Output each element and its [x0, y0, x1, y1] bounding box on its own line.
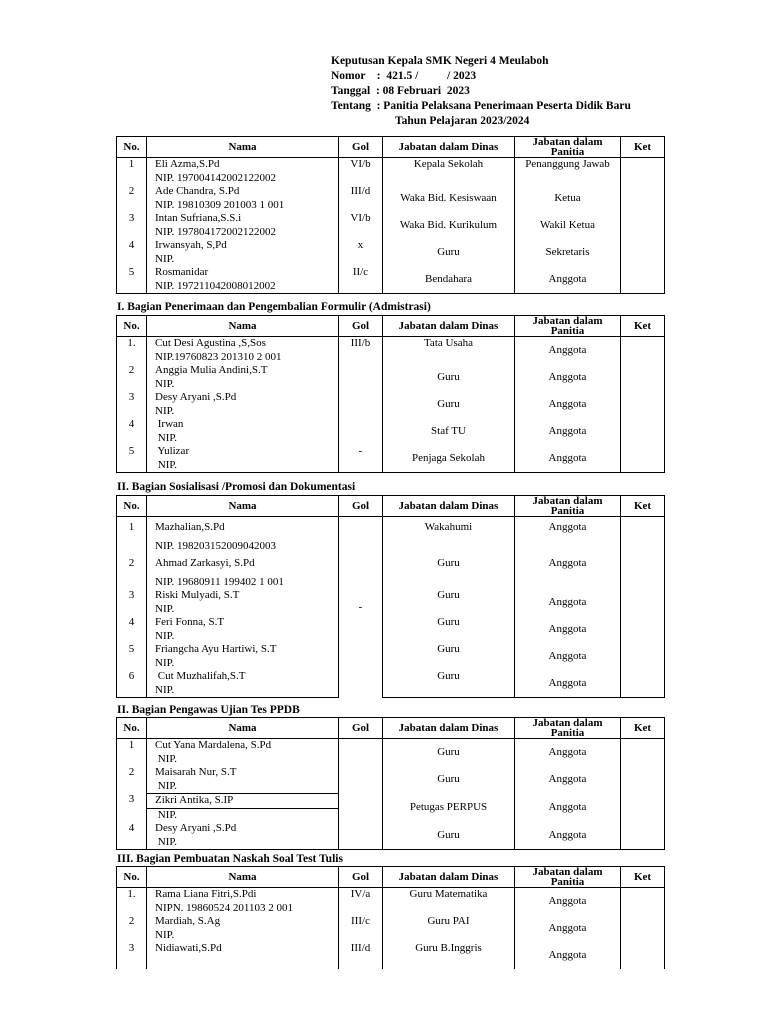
- cell-jabatan-panitia: Anggota: [515, 670, 621, 698]
- cell-gol: IV/a: [339, 888, 383, 916]
- member-name: Cut Muzhalifah,S.T: [155, 670, 246, 682]
- table-row: [117, 793, 665, 822]
- cell-no: 2: [117, 185, 147, 212]
- cell-nama: [147, 670, 339, 698]
- cell-gol: VI/b: [339, 212, 383, 239]
- cell-ket: [621, 185, 665, 212]
- cell-ket: [621, 553, 665, 589]
- member-nip: NIP.: [155, 656, 175, 669]
- cell-jabatan-dinas: Penjaga Sekolah: [383, 445, 515, 473]
- member-nip: NIP.: [155, 752, 178, 765]
- cell-jabatan-dinas: Guru Matematika: [383, 888, 515, 916]
- table-header-row: [117, 867, 665, 888]
- cell-nama: [147, 158, 339, 186]
- cell-nama: [147, 517, 339, 554]
- col-nama-header: Nama: [147, 137, 339, 158]
- col-gol-header: Gol: [339, 496, 383, 517]
- cell-jabatan-dinas: Guru: [383, 391, 515, 418]
- table-row: [117, 942, 665, 969]
- cell-nama: [147, 212, 339, 239]
- cell-no: 4: [117, 239, 147, 266]
- table-header-row: [117, 137, 665, 158]
- cell-no: 3: [117, 212, 147, 239]
- member-name: Rama Liana Fitri,S.Pdi: [155, 888, 257, 900]
- table-row: [117, 418, 665, 445]
- cell-jabatan-panitia: Anggota: [515, 589, 621, 616]
- cell-nama: [147, 239, 339, 266]
- cell-nama: [147, 553, 339, 589]
- cell-nama: [147, 942, 339, 969]
- cell-jabatan-panitia: Anggota: [515, 643, 621, 670]
- col-no-header: No.: [117, 718, 147, 739]
- member-name: Eli Azma,S.Pd: [155, 158, 220, 170]
- committee-table-pengawas: [116, 717, 665, 850]
- member-nip: NIP.: [155, 629, 175, 642]
- cell-jabatan-panitia: Anggota: [515, 445, 621, 473]
- cell-no: 1.: [117, 337, 147, 365]
- cell-jabatan-dinas: Guru: [383, 553, 515, 589]
- header-tentang: Tentang : Panitia Pelaksana Penerimaan Peserta Didik Baru: [331, 100, 631, 112]
- cell-jabatan-panitia: Anggota: [515, 553, 621, 589]
- cell-jabatan-dinas: Guru: [383, 589, 515, 616]
- committee-table-admin: [116, 315, 665, 473]
- cell-nama: [147, 616, 339, 643]
- col-gol-header: Gol: [339, 137, 383, 158]
- cell-no: 4: [117, 418, 147, 445]
- cell-jabatan-dinas: Guru: [383, 616, 515, 643]
- cell-jabatan-panitia: Anggota: [515, 364, 621, 391]
- cell-no: 1.: [117, 888, 147, 916]
- table-row: [117, 670, 665, 698]
- member-name: Cut Yana Mardalena, S.Pd: [155, 739, 272, 751]
- member-name: Cut Desi Agustina ,S,Sos: [155, 337, 266, 349]
- cell-jabatan-panitia: Anggota: [515, 822, 621, 850]
- col-jabatan-panitia-header: Jabatan dalam Panitia: [515, 867, 621, 888]
- cell-jabatan-panitia: Ketua: [515, 185, 621, 212]
- col-jabatan-dinas-header: Jabatan dalam Dinas: [383, 137, 515, 158]
- table-header-row: [117, 316, 665, 337]
- col-ket-header: Ket: [621, 718, 665, 739]
- cell-no: 3: [117, 589, 147, 616]
- col-nama-header: Nama: [147, 718, 339, 739]
- cell-jabatan-dinas: Guru PAI: [383, 915, 515, 942]
- table-row: [117, 517, 665, 554]
- cell-ket: [621, 670, 665, 698]
- member-name: Irwan: [155, 418, 184, 430]
- cell-nama: [147, 822, 339, 850]
- member-name: Ahmad Zarkasyi, S.Pd: [155, 557, 255, 569]
- cell-jabatan-dinas: Guru: [383, 766, 515, 793]
- cell-nama: [147, 766, 339, 793]
- cell-no: 3: [117, 942, 147, 969]
- table-row: [117, 553, 665, 589]
- member-nip: NIP.: [155, 431, 178, 444]
- cell-ket: [621, 239, 665, 266]
- member-name: Ade Chandra, S.Pd: [155, 185, 240, 197]
- cell-jabatan-panitia: Anggota: [515, 616, 621, 643]
- table-row: [117, 445, 665, 473]
- cell-nama: [147, 739, 339, 767]
- col-jabatan-dinas-header: Jabatan dalam Dinas: [383, 316, 515, 337]
- cell-no: 2: [117, 766, 147, 793]
- member-nip: NIP.: [155, 404, 175, 417]
- member-name: Mazhalian,S.Pd: [155, 521, 225, 533]
- member-nip: NIPN. 19860524 201103 2 001: [155, 901, 294, 914]
- cell-jabatan-dinas: Guru: [383, 239, 515, 266]
- committee-table-main: [116, 136, 665, 294]
- cell-ket: [621, 616, 665, 643]
- cell-jabatan-dinas: Tata Usaha: [383, 337, 515, 365]
- member-nip: NIP.: [155, 458, 178, 471]
- table-row: [117, 337, 665, 365]
- col-ket-header: Ket: [621, 316, 665, 337]
- cell-no: 5: [117, 445, 147, 473]
- cell-nama: [147, 793, 339, 822]
- cell-nama: [147, 418, 339, 445]
- cell-ket: [621, 391, 665, 418]
- cell-jabatan-panitia: Anggota: [515, 337, 621, 365]
- cell-gol: [339, 822, 383, 850]
- section-title-naskah: III. Bagian Pembuatan Naskah Soal Test Tulis: [117, 853, 343, 865]
- table-row: [117, 888, 665, 916]
- cell-gol: [339, 391, 383, 418]
- header-tahun: Tahun Pelajaran 2023/2024: [395, 115, 530, 127]
- col-no-header: No.: [117, 316, 147, 337]
- member-nip: NIP.: [155, 252, 175, 265]
- cell-nama: [147, 391, 339, 418]
- cell-ket: [621, 517, 665, 554]
- member-name: Maisarah Nur, S.T: [155, 766, 237, 778]
- member-nip: NIP.: [155, 835, 178, 848]
- table-row: [117, 915, 665, 942]
- cell-gol: [339, 364, 383, 391]
- col-ket-header: Ket: [621, 496, 665, 517]
- col-jabatan-dinas-header: Jabatan dalam Dinas: [383, 718, 515, 739]
- table-row: [117, 391, 665, 418]
- section-title-admin: I. Bagian Penerimaan dan Pengembalian Formulir (Admistrasi): [117, 301, 431, 313]
- cell-jabatan-dinas: Guru: [383, 670, 515, 698]
- cell-jabatan-dinas: Guru: [383, 822, 515, 850]
- cell-no: 1: [117, 739, 147, 767]
- cell-jabatan-panitia: Sekretaris: [515, 239, 621, 266]
- col-jabatan-panitia-header: Jabatan dalam Panitia: [515, 496, 621, 517]
- cell-gol: III/d: [339, 185, 383, 212]
- member-nip: NIP. 19680911 199402 1 001: [155, 575, 284, 588]
- cell-gol: II/c: [339, 266, 383, 294]
- cell-gol: III/c: [339, 915, 383, 942]
- cell-ket: [621, 266, 665, 294]
- table-header-row: [117, 496, 665, 517]
- member-name: Nidiawati,S.Pd: [155, 942, 222, 954]
- member-nip: NIP.: [155, 683, 175, 696]
- cell-jabatan-panitia: Anggota: [515, 793, 621, 822]
- col-nama-header: Nama: [147, 316, 339, 337]
- header-nomor: Nomor : 421.5 / / 2023: [331, 70, 477, 82]
- cell-ket: [621, 739, 665, 767]
- member-name: Intan Sufriana,S.S.i: [155, 212, 242, 224]
- cell-jabatan-dinas: Guru: [383, 739, 515, 767]
- cell-jabatan-panitia: Anggota: [515, 266, 621, 294]
- cell-gol: -: [339, 445, 383, 473]
- cell-ket: [621, 337, 665, 365]
- member-nip: NIP.: [155, 377, 175, 390]
- cell-no: 5: [117, 266, 147, 294]
- cell-nama: [147, 337, 339, 365]
- member-name: Riski Mulyadi, S.T: [155, 589, 240, 601]
- cell-jabatan-dinas: Guru: [383, 643, 515, 670]
- section-title-sosialisasi: II. Bagian Sosialisasi /Promosi dan Dokumentasi: [117, 481, 356, 493]
- cell-no: 2: [117, 364, 147, 391]
- cell-ket: [621, 643, 665, 670]
- cell-no: 4: [117, 822, 147, 850]
- member-nip: NIP. 198203152009042003: [155, 539, 277, 552]
- cell-nama: [147, 888, 339, 916]
- col-no-header: No.: [117, 496, 147, 517]
- cell-jabatan-dinas: Guru: [383, 364, 515, 391]
- cell-jabatan-dinas: Kepala Sekolah: [383, 158, 515, 186]
- table-row: [117, 158, 665, 186]
- cell-nama: [147, 445, 339, 473]
- col-nama-header: Nama: [147, 867, 339, 888]
- document-header: [331, 54, 631, 129]
- table-row: [117, 643, 665, 670]
- cell-ket: [621, 888, 665, 916]
- member-name: Friangcha Ayu Hartiwi, S.T: [155, 643, 277, 655]
- cell-ket: [621, 589, 665, 616]
- cell-nama: [147, 643, 339, 670]
- member-name: Zikri Antika, S.IP: [147, 793, 338, 809]
- cell-jabatan-dinas: Guru B.Inggris: [383, 942, 515, 969]
- cell-nama: [147, 364, 339, 391]
- cell-nama: [147, 589, 339, 616]
- member-nip: NIP. 19810309 201003 1 001: [155, 198, 285, 211]
- col-jabatan-panitia-header: Jabatan dalam Panitia: [515, 137, 621, 158]
- col-jabatan-panitia-header: Jabatan dalam Panitia: [515, 316, 621, 337]
- member-nip: NIP.19760823 201310 2 001: [155, 350, 282, 363]
- member-nip: NIP. 197804172002122002: [155, 225, 277, 238]
- committee-table-naskah: [116, 866, 665, 969]
- member-name: Irwansyah, S,Pd: [155, 239, 227, 251]
- cell-nama: [147, 915, 339, 942]
- cell-jabatan-panitia: Penanggung Jawab: [515, 158, 621, 186]
- col-nama-header: Nama: [147, 496, 339, 517]
- member-name: Desy Aryani ,S.Pd: [155, 822, 237, 834]
- cell-jabatan-dinas: Staf TU: [383, 418, 515, 445]
- cell-ket: [621, 766, 665, 793]
- cell-jabatan-panitia: Anggota: [515, 418, 621, 445]
- col-gol-header: Gol: [339, 867, 383, 888]
- cell-gol: -: [339, 517, 383, 698]
- cell-no: 4: [117, 616, 147, 643]
- col-ket-header: Ket: [621, 137, 665, 158]
- cell-jabatan-dinas: Bendahara: [383, 266, 515, 294]
- table-row: [117, 766, 665, 793]
- cell-gol: III/b: [339, 337, 383, 365]
- cell-ket: [621, 942, 665, 969]
- header-title: Keputusan Kepala SMK Negeri 4 Meulaboh: [331, 55, 549, 67]
- cell-no: 3: [117, 793, 147, 822]
- table-row: [117, 266, 665, 294]
- cell-ket: [621, 158, 665, 186]
- member-name: Anggia Mulia Andini,S.T: [155, 364, 268, 376]
- col-jabatan-dinas-header: Jabatan dalam Dinas: [383, 496, 515, 517]
- table-row: [117, 822, 665, 850]
- cell-no: 2: [117, 915, 147, 942]
- table-header-row: [117, 718, 665, 739]
- table-row: [117, 616, 665, 643]
- table-row: [117, 212, 665, 239]
- cell-jabatan-panitia: Anggota: [515, 942, 621, 969]
- cell-gol: [339, 793, 383, 822]
- cell-nama: [147, 185, 339, 212]
- cell-jabatan-dinas: Petugas PERPUS: [383, 793, 515, 822]
- member-name: Feri Fonna, S.T: [155, 616, 225, 628]
- member-nip: NIP.: [155, 602, 175, 615]
- col-ket-header: Ket: [621, 867, 665, 888]
- cell-no: 1: [117, 517, 147, 554]
- committee-table-sosialisasi: [116, 495, 665, 698]
- cell-ket: [621, 364, 665, 391]
- cell-jabatan-panitia: Anggota: [515, 739, 621, 767]
- member-name: Yulizar: [155, 445, 190, 457]
- col-gol-header: Gol: [339, 316, 383, 337]
- cell-ket: [621, 793, 665, 822]
- cell-gol: [339, 766, 383, 793]
- cell-jabatan-dinas: Wakahumi: [383, 517, 515, 554]
- cell-gol: III/d: [339, 942, 383, 969]
- table-row: [117, 364, 665, 391]
- member-nip: NIP.: [155, 808, 178, 821]
- cell-jabatan-panitia: Wakil Ketua: [515, 212, 621, 239]
- cell-jabatan-panitia: Anggota: [515, 766, 621, 793]
- cell-jabatan-panitia: Anggota: [515, 888, 621, 916]
- header-tanggal: Tanggal : 08 Februari 2023: [331, 85, 470, 97]
- cell-no: 5: [117, 643, 147, 670]
- member-nip: NIP.: [155, 928, 175, 941]
- cell-ket: [621, 445, 665, 473]
- member-name: Desy Aryani ,S.Pd: [155, 391, 237, 403]
- cell-ket: [621, 212, 665, 239]
- col-no-header: No.: [117, 867, 147, 888]
- col-jabatan-panitia-header: Jabatan dalam Panitia: [515, 718, 621, 739]
- cell-no: 1: [117, 158, 147, 186]
- section-title-pengawas: II. Bagian Pengawas Ujian Tes PPDB: [117, 704, 300, 716]
- member-nip: NIP. 197004142002122002: [155, 171, 277, 184]
- cell-gol: VI/b: [339, 158, 383, 186]
- cell-jabatan-panitia: Anggota: [515, 391, 621, 418]
- cell-no: 2: [117, 553, 147, 589]
- cell-no: 6: [117, 670, 147, 698]
- cell-jabatan-dinas: Waka Bid. Kesiswaan: [383, 185, 515, 212]
- cell-gol: [339, 418, 383, 445]
- member-nip: NIP.: [155, 779, 178, 792]
- cell-no: 3: [117, 391, 147, 418]
- cell-ket: [621, 418, 665, 445]
- col-no-header: No.: [117, 137, 147, 158]
- member-nip: NIP. 197211042008012002: [155, 279, 276, 292]
- col-gol-header: Gol: [339, 718, 383, 739]
- member-name: Mardiah, S.Ag: [155, 915, 221, 927]
- cell-jabatan-panitia: Anggota: [515, 915, 621, 942]
- member-name: Rosmanidar: [155, 266, 209, 278]
- table-row: [117, 739, 665, 767]
- cell-gol: x: [339, 239, 383, 266]
- table-row: [117, 239, 665, 266]
- cell-ket: [621, 915, 665, 942]
- cell-gol: [339, 739, 383, 767]
- table-row: [117, 589, 665, 616]
- cell-jabatan-panitia: Anggota: [515, 517, 621, 554]
- col-jabatan-dinas-header: Jabatan dalam Dinas: [383, 867, 515, 888]
- table-row: [117, 185, 665, 212]
- cell-ket: [621, 822, 665, 850]
- cell-nama: [147, 266, 339, 294]
- cell-jabatan-dinas: Waka Bid. Kurikulum: [383, 212, 515, 239]
